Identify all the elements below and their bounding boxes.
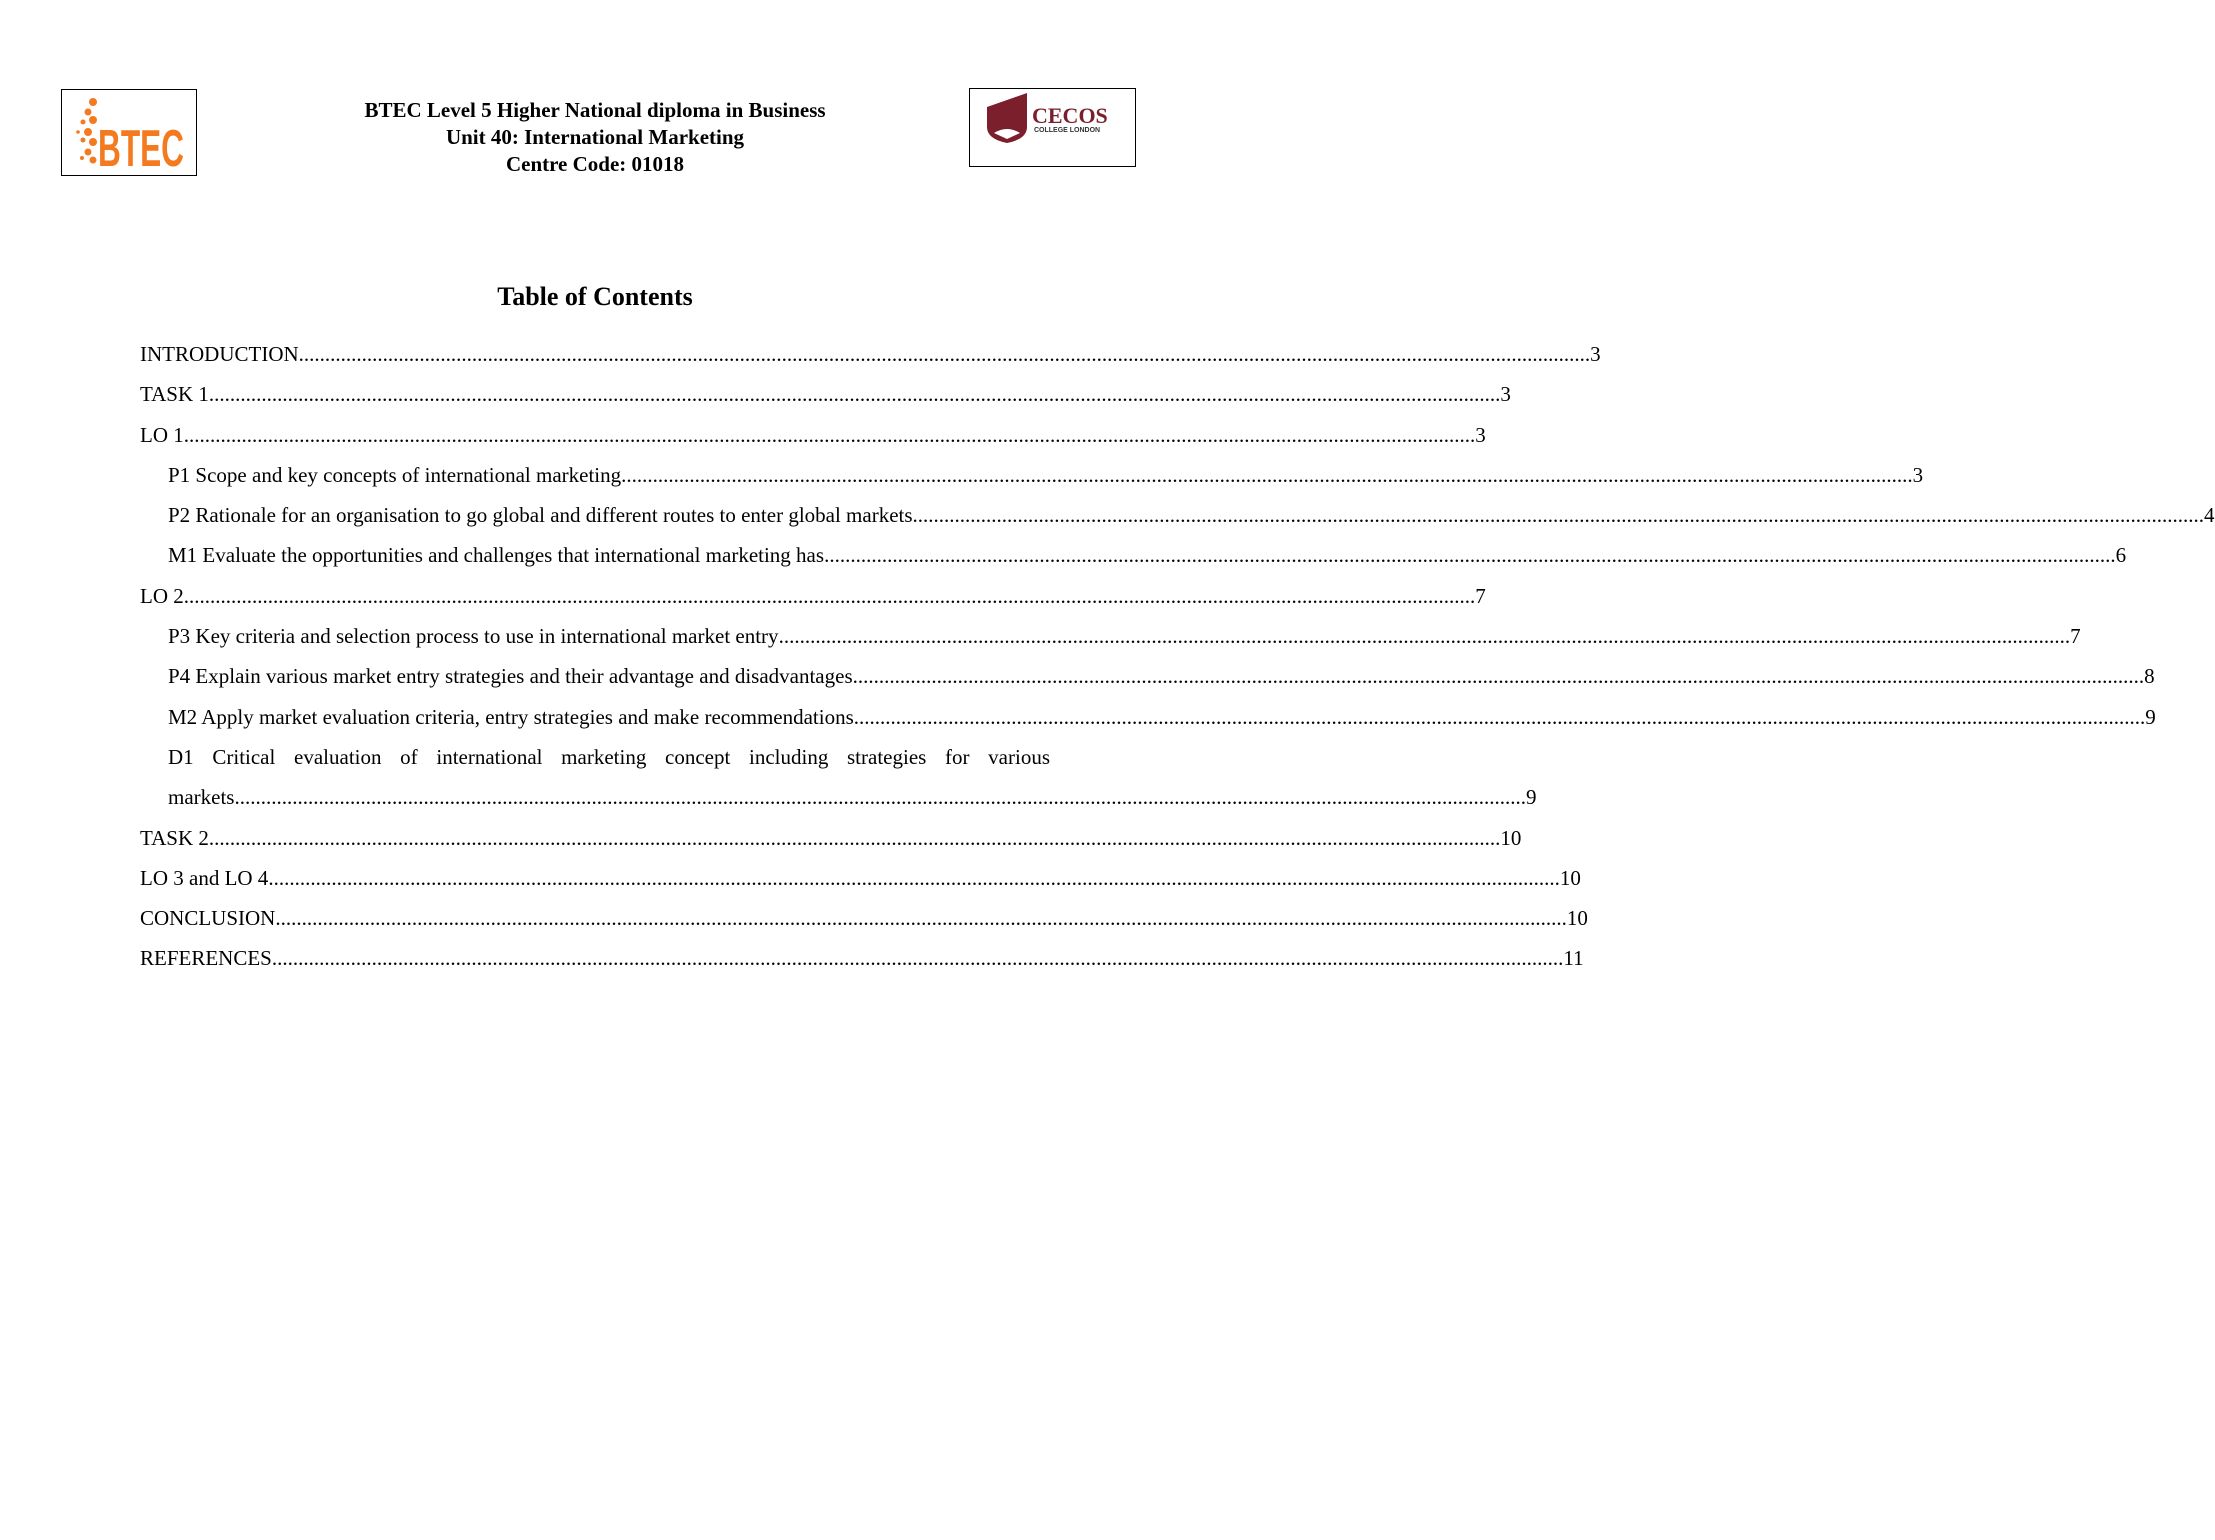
dot-leader xyxy=(268,863,1560,903)
toc-entry-label: P1 Scope and key concepts of international marketing xyxy=(168,462,622,487)
toc-entry-label: REFERENCES xyxy=(140,946,272,971)
toc-entry[interactable] xyxy=(140,339,1601,379)
dot-leader xyxy=(824,540,2116,580)
toc-entry[interactable] xyxy=(140,943,1584,983)
toc-entry[interactable] xyxy=(140,420,1486,460)
toc-entry-label: CONCLUSION xyxy=(140,906,276,931)
svg-text:CECOS: CECOS xyxy=(1032,103,1108,128)
svg-text:BTEC: BTEC xyxy=(98,120,184,178)
toc-entry[interactable] xyxy=(140,702,2156,742)
toc-entry[interactable] xyxy=(140,540,2127,580)
toc-entry-page: 9 xyxy=(2145,704,2156,729)
dot-leader xyxy=(184,581,1476,621)
toc-entry[interactable] xyxy=(140,863,1581,903)
toc-entry-page: 3 xyxy=(1590,342,1601,366)
toc-entry[interactable] xyxy=(140,823,1522,863)
toc-entry[interactable] xyxy=(140,581,1486,621)
toc-entry-page: 3 xyxy=(1912,462,1924,487)
toc-entry[interactable] xyxy=(140,379,1511,419)
dot-leader xyxy=(621,460,1913,500)
toc-entry-label: TASK 2 xyxy=(140,825,209,850)
toc-entry-label: M1 Evaluate the opportunities and challenges that international marketing has xyxy=(168,543,825,568)
dot-leader xyxy=(184,420,1476,460)
header-line-3: Centre Code: 01018 xyxy=(505,152,685,176)
cecos-logo xyxy=(969,88,1136,167)
toc-entry[interactable] xyxy=(140,460,1924,500)
toc-entry-page: 11 xyxy=(1563,946,1584,971)
toc-entry-page: 8 xyxy=(2144,664,2155,689)
dot-leader xyxy=(779,621,2071,661)
toc-entry-d1[interactable]: D1 Critical evaluation of international marketing concept including strategies for various xyxy=(168,744,1050,769)
toc-entry-page: 7 xyxy=(1475,583,1486,608)
dot-leader xyxy=(913,500,2205,540)
dot-leader xyxy=(275,903,1567,943)
toc-entry[interactable] xyxy=(140,661,2155,701)
toc-entry-d1-cont[interactable]: markets ..... 9 xyxy=(140,782,1050,822)
toc-entry-label: P3 Key criteria and selection process to use in international market entry xyxy=(168,624,779,649)
toc-entry-page: 4 xyxy=(2204,503,2215,528)
toc-entry-page: 10 xyxy=(1500,825,1522,850)
toc-entry-label: LO 1 xyxy=(140,422,184,447)
toc-entry-page: 3 xyxy=(1475,422,1486,447)
dot-leader xyxy=(854,702,2146,742)
toc-entry[interactable] xyxy=(140,903,1588,943)
toc-entry-page: 6 xyxy=(2115,543,2127,568)
dot-leader xyxy=(209,823,1501,863)
toc-entry-label: LO 3 and LO 4 xyxy=(140,865,269,890)
dot-leader xyxy=(209,379,1501,419)
toc-entry-label: TASK 1 xyxy=(140,382,209,407)
toc-entry-page: 10 xyxy=(1566,906,1588,931)
toc-title: Table of Contents xyxy=(497,282,693,311)
dot-leader xyxy=(853,661,2145,701)
toc-entry-label: LO 2 xyxy=(140,583,184,608)
dot-leader xyxy=(299,339,1591,379)
toc-entry-page: 10 xyxy=(1559,865,1581,890)
dot-leader xyxy=(234,782,1526,822)
toc-entry[interactable] xyxy=(140,621,2081,661)
header-line-1: BTEC Level 5 Higher National diploma in Business xyxy=(364,98,826,122)
toc-entry-label: P2 Rationale for an organisation to go global and different routes to enter global markets xyxy=(168,503,913,528)
toc-entry-label: M2 Apply market evaluation criteria, entry strategies and make recommendations xyxy=(168,704,854,729)
header-line-2: Unit 40: International Marketing xyxy=(445,125,745,149)
table-of-contents xyxy=(140,339,2215,984)
toc-entry-page: 7 xyxy=(2070,624,2081,649)
toc-entry-label: INTRODUCTION xyxy=(140,342,299,366)
svg-text:COLLEGE LONDON: COLLEGE LONDON xyxy=(1034,127,1101,134)
dot-leader xyxy=(272,943,1564,983)
toc-entry[interactable] xyxy=(140,500,2215,540)
toc-entry-page: 3 xyxy=(1500,382,1511,407)
toc-entry-label: P4 Explain various market entry strategies and their advantage and disadvantages xyxy=(168,664,853,689)
